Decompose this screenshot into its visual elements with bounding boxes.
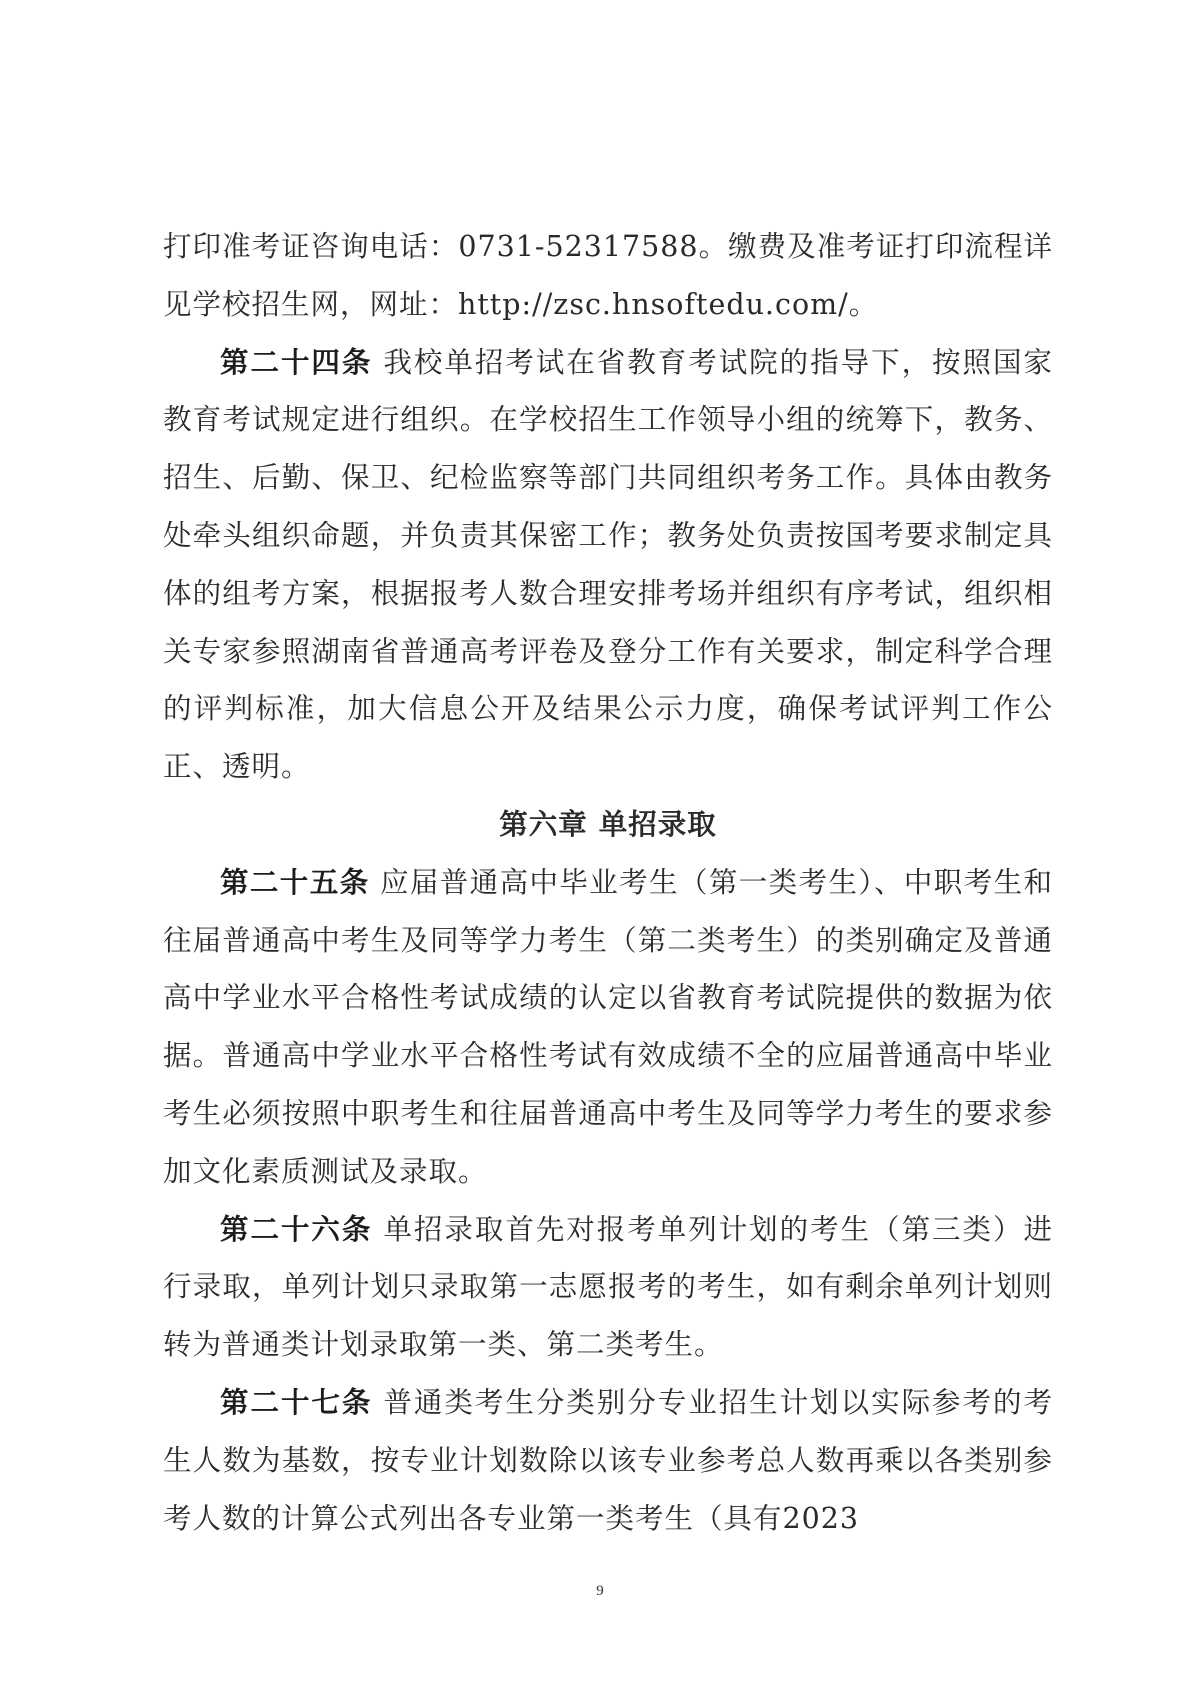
article-text: 应届普通高中毕业考生（第一类考生）、中职考生和往届普通高中考生及同等学力考生（第二类考生）的类别确定及普通高中学业水平合格性考试成绩的认定以省教育考试院提供的数据为依据。普通高中学业水平合格性考试有效成绩不全的应届普通高中毕业考生必须按照中职考生和往届普通高中考生及同等学力考生的要求参加文化素质测试及录取。 <box>163 865 1053 1188</box>
article-number: 第二十四条 <box>220 345 373 379</box>
article-text: 普通类考生分类别分专业招生计划以实际参考的考生人数为基数，按专业计划数除以该专业参考总人数再乘以各类别参考人数的计算公式列出各专业第一类考生（具有2023 <box>163 1385 1053 1535</box>
article-number: 第二十六条 <box>220 1212 373 1246</box>
paragraph-text: 打印准考证咨询电话：0731-52317588。缴费及准考证打印流程详见学校招生网，网址：http://zsc.hnsoftedu.com/。 <box>163 230 1053 321</box>
paragraph-continuation <box>163 218 1053 334</box>
page-number: 9 <box>596 1583 604 1599</box>
article-26 <box>163 1201 1053 1374</box>
article-number: 第二十七条 <box>220 1385 373 1419</box>
article-25 <box>163 854 1053 1201</box>
article-text: 单招录取首先对报考单列计划的考生（第三类）进行录取，单列计划只录取第一志愿报考的考生，如有剩余单列计划则转为普通类计划录取第一类、第二类考生。 <box>163 1212 1053 1362</box>
article-text: 我校单招考试在省教育考试院的指导下，按照国家教育考试规定进行组织。在学校招生工作领导小组的统筹下，教务、招生、后勤、保卫、纪检监察等部门共同组织考务工作。具体由教务处牵头组织命题，并负责其保密工作；教务处负责按国考要求制定具体的组考方案，根据报考人数合理安排考场并组织有序考试，组织相关专家参照湖南省普通高考评卷及登分工作有关要求，制定科学合理的评判标准，加大信息公开及结果公示力度，确保考试评判工作公正、透明。 <box>163 345 1053 784</box>
article-number: 第二十五条 <box>220 865 370 899</box>
article-27 <box>163 1374 1053 1547</box>
body-text <box>163 218 1053 1547</box>
chapter-title: 第六章 单招录取 <box>499 807 717 841</box>
article-24 <box>163 334 1053 796</box>
